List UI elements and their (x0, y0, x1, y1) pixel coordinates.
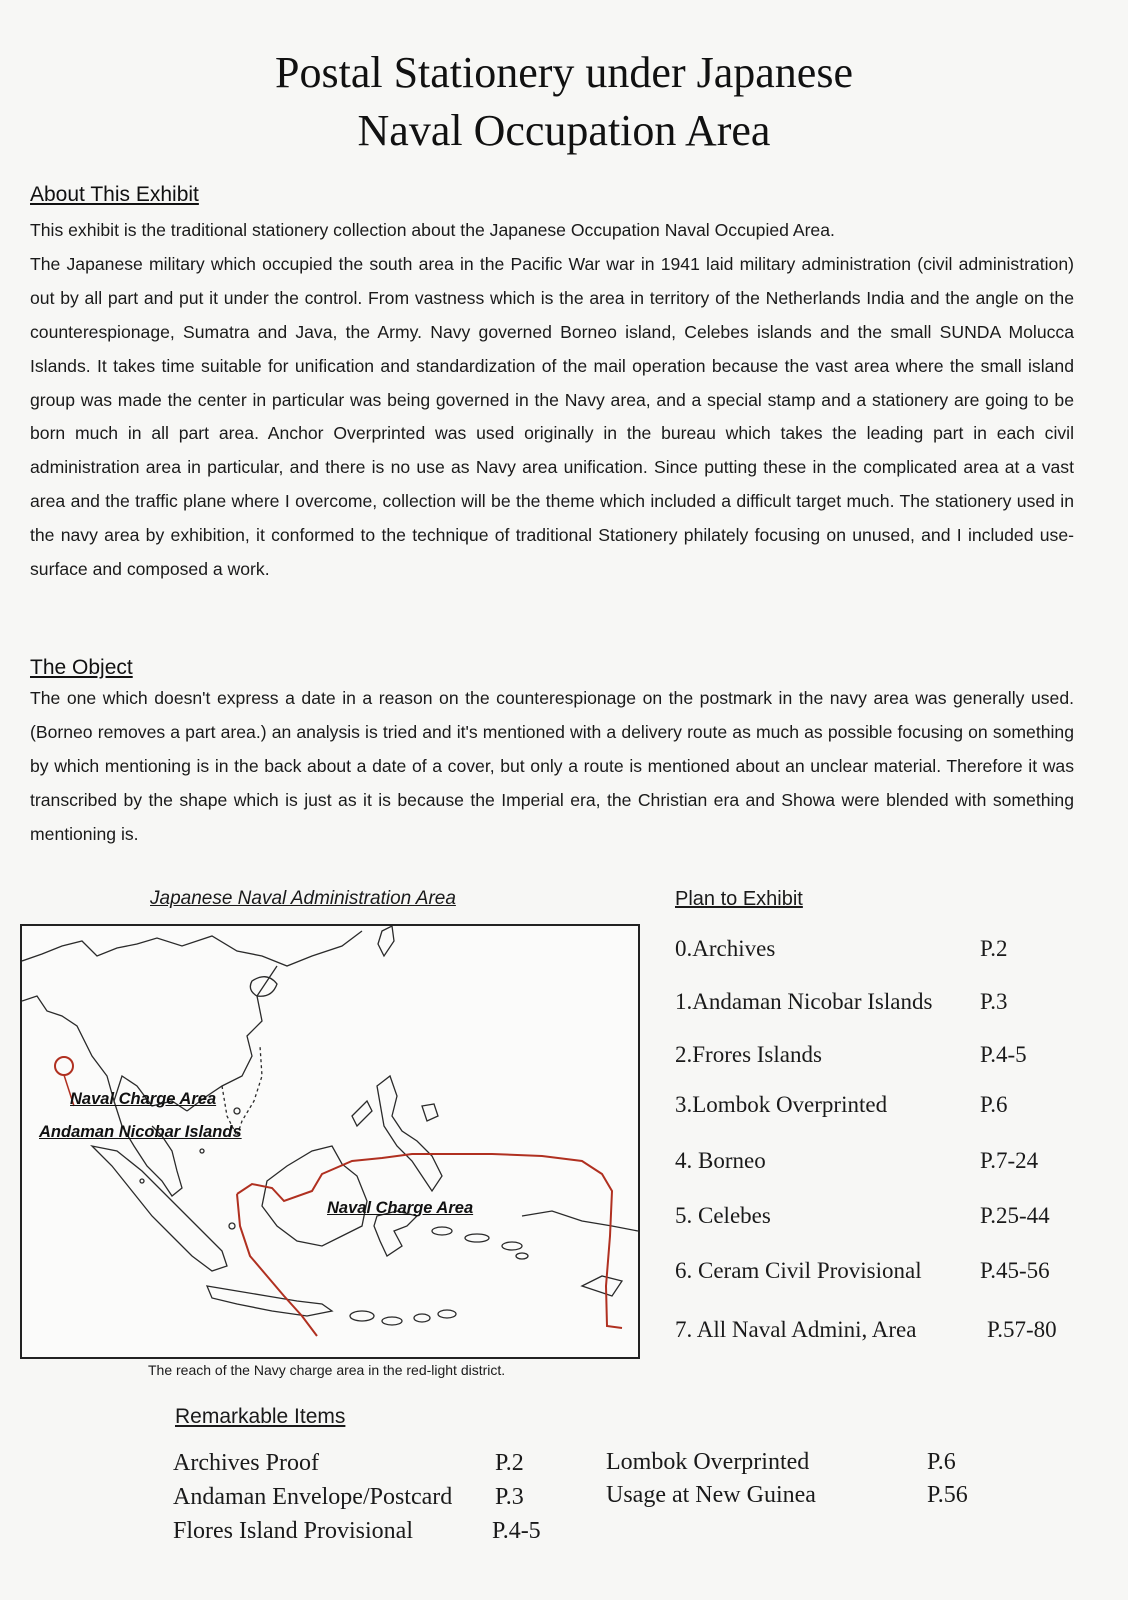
about-paragraph-2: The Japanese military which occupied the south area in the Pacific War war in 1941 laid military administration (civil administration) out by all part and put it under the control. From vastness which is the area in territory of the Netherlands India and the angle on the counterespionage, Sumatra and Java, the Army. Navy governed Borneo island, Celebes islands and the small SUNDA Molucca Islands. It takes time suitable for unification and standardization of the mail operation because the vast area where the small island group was made the center in particular was being governed in the Navy area, and a special stamp and a stationery are going to be born much in all part area. Anchor Overprinted was used originally in the bureau which takes the leading part in each civil administration area in particular, and there is no use as Navy area unification. Since putting these in the complicated area at a vast area and the traffic plane where I overcome, collection will be the theme which included a difficult target much. The stationery used in the navy area by exhibition, it conformed to the technique of traditional Stationery philately focusing on unused, and I included use-surface and composed a work. (30, 253, 1074, 580)
plan-item (675, 1317, 1095, 1349)
map-title: Japanese Naval Administration Area (150, 888, 456, 909)
map-label-naval-charge-area-west: Naval Charge Area (70, 1090, 217, 1108)
plan-item (675, 1092, 1095, 1124)
remarkable-heading: Remarkable Items (175, 1405, 346, 1428)
about-paragraph-1: This exhibit is the traditional stationery collection about the Japanese Occupation Naval Occupied Area. (30, 220, 835, 240)
object-text (30, 682, 1074, 852)
object-heading: The Object (30, 656, 133, 679)
plan-item-page: P.45-56 (980, 1258, 1050, 1283)
plan-item (675, 1258, 1095, 1290)
object-paragraph: The one which doesn't express a date in a reason on the counterespionage on the postmark in the navy area was generally used. (Borneo removes a part area.) an analysis is tried and it's mentioned with a delivery route as much as possible focusing on something by which mentioning is in the back about a date of a cover, but only a route is mentioned about an unclear material. Therefore it was transcribed by the shape which is just as it is because the Imperial era, the Christian era and Showa were blended with something mentioning is. (30, 688, 1074, 844)
remarkable-item-page: P.56 (927, 1482, 968, 1508)
about-text (30, 214, 1074, 587)
map-figure (20, 924, 640, 1359)
plan-heading: Plan to Exhibit (675, 888, 803, 910)
plan-item-page: P.57-80 (987, 1317, 1057, 1342)
remarkable-item-label: Andaman Envelope/Postcard (173, 1484, 453, 1510)
about-heading: About This Exhibit (30, 183, 199, 206)
plan-item-label: 2.Frores Islands (675, 1042, 822, 1067)
plan-item-label: 1.Andaman Nicobar Islands (675, 989, 933, 1014)
remarkable-item-page: P.3 (495, 1484, 524, 1510)
plan-item-page: P.3 (980, 989, 1008, 1014)
plan-item (675, 1203, 1095, 1235)
remarkable-item-label: Lombok Overprinted (606, 1449, 810, 1475)
plan-item-page: P.25-44 (980, 1203, 1050, 1228)
remarkable-item-label: Flores Island Provisional (173, 1518, 413, 1544)
plan-item (675, 936, 1095, 968)
page-title-line-1: Postal Stationery under Japanese (275, 48, 853, 97)
remarkable-item-label: Archives Proof (173, 1450, 319, 1476)
plan-item-label: 6. Ceram Civil Provisional (675, 1258, 922, 1283)
remarkable-item-label: Usage at New Guinea (606, 1482, 816, 1508)
plan-item (675, 1148, 1095, 1180)
plan-item-page: P.6 (980, 1092, 1008, 1117)
remarkable-item-page: P.6 (927, 1449, 956, 1475)
plan-item-label: 5. Celebes (675, 1203, 771, 1228)
map-caption: The reach of the Navy charge area in the red-light district. (148, 1362, 506, 1378)
plan-item-page: P.4-5 (980, 1042, 1027, 1067)
plan-item-page: P.7-24 (980, 1148, 1039, 1173)
plan-item (675, 989, 1095, 1021)
plan-item-label: 7. All Naval Admini, Area (675, 1317, 917, 1342)
plan-item-label: 3.Lombok Overprinted (675, 1092, 888, 1117)
remarkable-item-page: P.2 (495, 1450, 524, 1476)
plan-item (675, 1042, 1095, 1074)
plan-item-page: P.2 (980, 936, 1008, 961)
plan-item-label: 4. Borneo (675, 1148, 766, 1173)
page-title-line-2: Naval Occupation Area (357, 106, 771, 155)
plan-item-label: 0.Archives (675, 936, 776, 961)
map-label-andaman-nicobar: Andaman Nicobar Islands (39, 1123, 242, 1141)
map-label-naval-charge-area-east: Naval Charge Area (327, 1199, 474, 1217)
remarkable-item-page: P.4-5 (492, 1518, 541, 1544)
